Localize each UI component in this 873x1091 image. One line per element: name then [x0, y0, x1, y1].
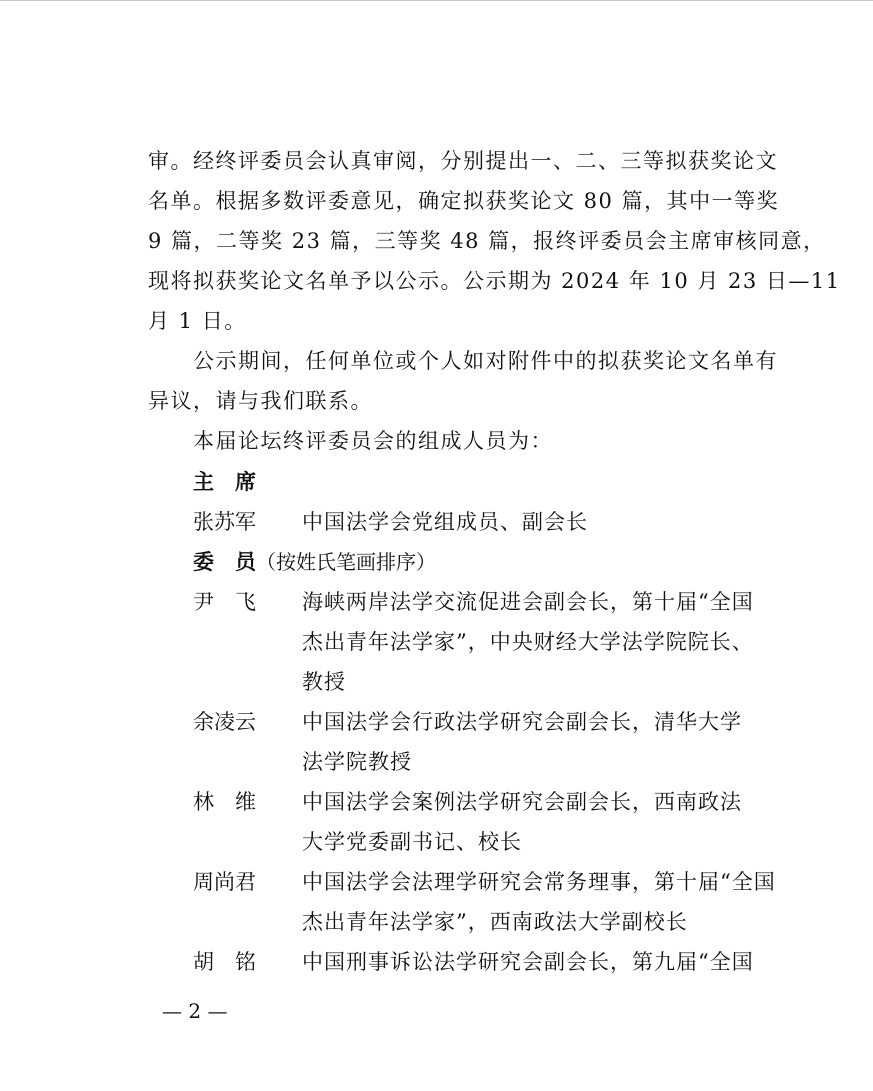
member-3-name: 林 维 [193, 790, 256, 814]
member-3-desc-line-2: 大学党委副书记、校长 [302, 830, 522, 854]
member-1-desc-line-2: 杰出青年法学家”，中央财经大学法学院院长、 [302, 630, 754, 654]
paragraph-2-line-1: 公示期间，任何单位或个人如对附件中的拟获奖论文名单有 [193, 349, 778, 373]
paragraph-1-line-4: 现将拟获奖论文名单予以公示。公示期为 2024 年 10 月 23 日—11 [148, 269, 841, 293]
member-4-desc-line-2: 杰出青年法学家”，西南政法大学副校长 [302, 910, 688, 934]
member-4-desc-line-1: 中国法学会法理学研究会常务理事，第十届“全国 [302, 870, 776, 894]
paragraph-1-line-5: 月 1 日。 [148, 309, 247, 333]
member-2-name: 余凌云 [193, 710, 256, 734]
member-1-desc-line-3: 教授 [302, 670, 346, 694]
page-number: — 2 — [162, 999, 228, 1023]
member-1-name: 尹 飞 [193, 590, 256, 614]
chair-name: 张苏军 [193, 510, 256, 534]
committee-intro: 本届论坛终评委员会的组成人员为： [193, 429, 553, 453]
paragraph-1-line-2: 名单。根据多数评委意见，确定拟获奖论文 80 篇，其中一等奖 [148, 189, 780, 213]
member-1-desc-line-1: 海峡两岸法学交流促进会副会长，第十届“全国 [302, 590, 754, 614]
member-4-name: 周尚君 [193, 870, 256, 894]
members-heading-label: 委 员 [193, 549, 256, 574]
member-2-desc-line-2: 法学院教授 [302, 750, 412, 774]
paragraph-2-line-2: 异议，请与我们联系。 [148, 389, 373, 413]
chair-desc-line-1: 中国法学会党组成员、副会长 [302, 510, 588, 534]
member-3-desc-line-1: 中国法学会案例法学研究会副会长，西南政法 [302, 790, 742, 814]
members-heading [193, 548, 436, 576]
members-heading-note: （按姓氏笔画排序） [256, 550, 436, 574]
paragraph-1-line-3: 9 篇，二等奖 23 篇，三等奖 48 篇，报终评委员会主席审核同意， [148, 229, 826, 253]
member-5-desc-line-1: 中国刑事诉讼法学研究会副会长，第九届“全国 [302, 950, 754, 974]
member-5-name: 胡 铭 [193, 950, 256, 974]
paragraph-1-line-1: 审。经终评委员会认真审阅，分别提出一、二、三等拟获奖论文 [148, 149, 778, 173]
chair-heading: 主 席 [193, 469, 256, 494]
member-2-desc-line-1: 中国法学会行政法学研究会副会长，清华大学 [302, 710, 742, 734]
